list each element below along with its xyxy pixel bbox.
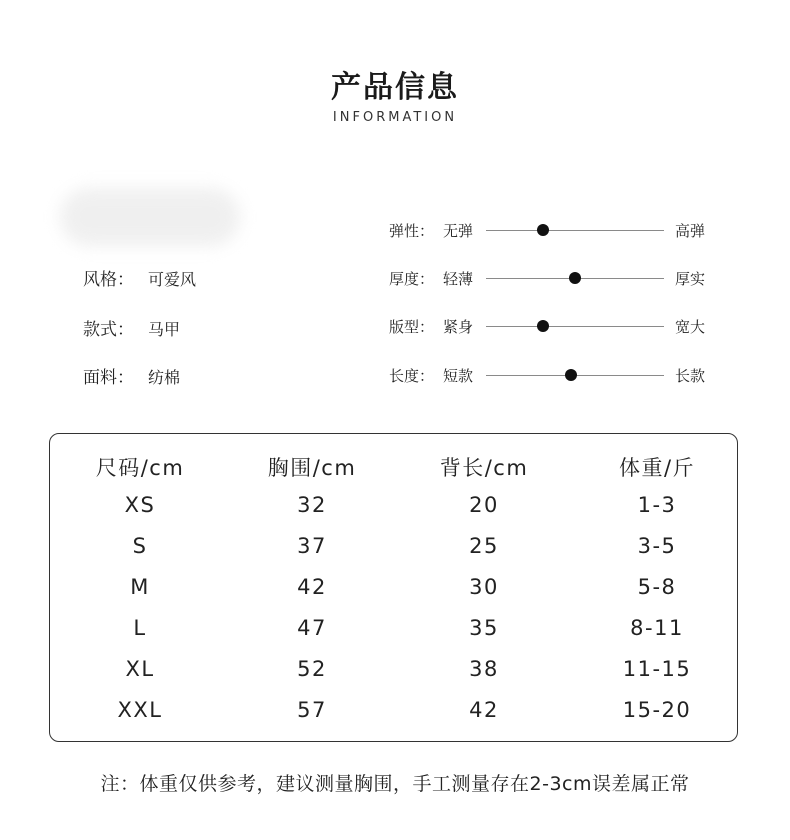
table-cell: M xyxy=(130,575,150,599)
attr-style-key: 风格： xyxy=(83,270,134,290)
table-header-cell: 尺码/cm xyxy=(95,456,185,480)
slider-min-label: 紧身 xyxy=(443,318,474,336)
attr-fabric-key: 面料： xyxy=(83,368,134,388)
attr-fabric-value: 纺棉 xyxy=(148,368,181,387)
table-cell: 42 xyxy=(297,575,327,599)
table-cell: XXL xyxy=(117,698,163,722)
slider-min-label: 短款 xyxy=(443,367,474,385)
slider-knob xyxy=(569,272,581,284)
table-header-cell: 体重/斤 xyxy=(618,456,696,480)
table-cell: 52 xyxy=(297,657,327,681)
table-cell: 38 xyxy=(469,657,499,681)
table-cell: 1-3 xyxy=(637,493,677,517)
table-cell: XL xyxy=(125,657,155,681)
table-cell: 57 xyxy=(297,698,327,722)
table-cell: 37 xyxy=(297,534,327,558)
slider-min-label: 轻薄 xyxy=(443,270,474,288)
page-subtitle: INFORMATION xyxy=(332,110,458,125)
slider-max-label: 长款 xyxy=(675,367,706,385)
table-cell: 25 xyxy=(469,534,499,558)
table-cell: 20 xyxy=(469,493,499,517)
attr-style-value: 可爱风 xyxy=(148,270,197,289)
slider-label: 厚度： xyxy=(389,270,435,288)
slider-max-label: 高弹 xyxy=(675,222,706,240)
slider-label: 版型： xyxy=(389,318,435,336)
table-cell: 3-5 xyxy=(637,534,677,558)
table-cell: 32 xyxy=(297,493,327,517)
attr-type-value: 马甲 xyxy=(148,320,181,339)
slider-track xyxy=(486,230,664,231)
table-cell: L xyxy=(133,616,147,640)
page-title: 产品信息 xyxy=(331,70,459,105)
slider-label: 弹性： xyxy=(389,222,435,240)
table-header-cell: 胸围/cm xyxy=(267,456,357,480)
slider-min-label: 无弹 xyxy=(443,222,474,240)
slider-knob xyxy=(565,369,577,381)
measurement-note: 注：体重仅供参考，建议测量胸围，手工测量存在2-3cm误差属正常 xyxy=(100,773,690,795)
slider-track xyxy=(486,326,664,327)
slider-max-label: 厚实 xyxy=(675,270,706,288)
table-cell: 30 xyxy=(469,575,499,599)
slider-knob xyxy=(537,224,549,236)
attr-type-key: 款式： xyxy=(83,320,134,340)
table-cell: XS xyxy=(124,493,156,517)
table-cell: 35 xyxy=(469,616,499,640)
table-cell: 11-15 xyxy=(622,657,692,681)
table-header-cell: 背长/cm xyxy=(439,456,529,480)
slider-label: 长度： xyxy=(389,367,435,385)
table-cell: 42 xyxy=(469,698,499,722)
blurred-logo xyxy=(60,188,240,246)
table-cell: 5-8 xyxy=(637,575,677,599)
table-cell: S xyxy=(132,534,148,558)
slider-max-label: 宽大 xyxy=(675,318,706,336)
table-cell: 15-20 xyxy=(622,698,692,722)
slider-knob xyxy=(537,320,549,332)
table-cell: 8-11 xyxy=(630,616,684,640)
table-cell: 47 xyxy=(297,616,327,640)
